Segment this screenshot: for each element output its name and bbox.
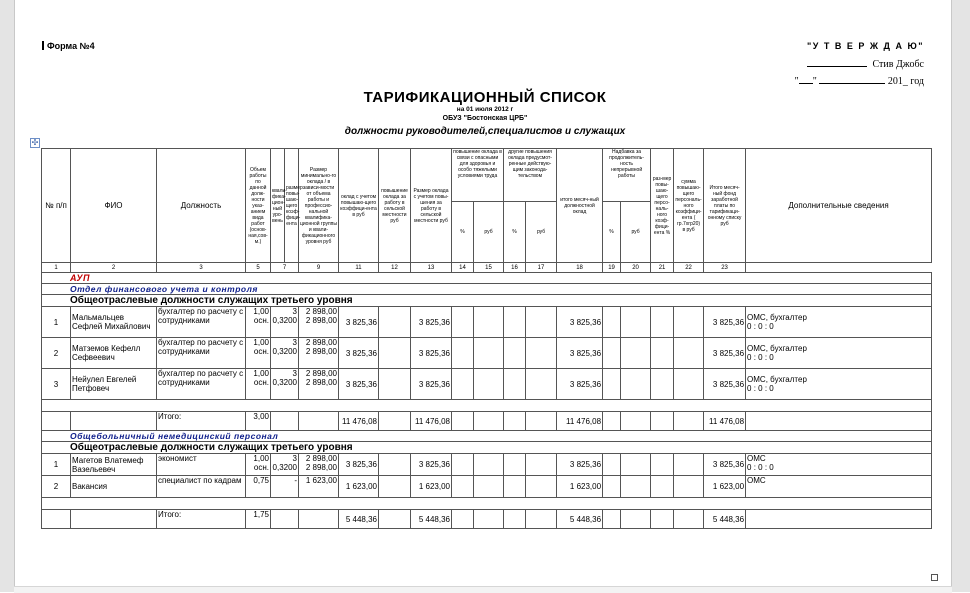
row-number: 1 [42,307,71,338]
rural-increase [379,369,411,400]
qual-level: 3 [292,369,297,378]
level-coef [271,307,299,338]
col-header-rural-increase: повышение оклада за работу в сельской местности руб [379,149,411,263]
employee-position: экономист [157,454,246,476]
table-row[interactable] [42,454,932,476]
total-row [42,510,932,529]
rural-salary: 3 825,36 [411,338,452,369]
col-num: 1 [42,263,71,273]
info-line-1: ОМС [747,476,766,485]
group-row [42,295,932,307]
min-salary [299,476,339,498]
employee-name: Мальмальцев Сефлей Михайлович [71,307,157,338]
header-row [42,149,932,202]
col-num: 3 [157,263,246,273]
work-volume [246,307,271,338]
col-header-monthly: итого месяч-ный должностной оклад [557,149,603,263]
salary-with-coef: 3 825,36 [339,454,379,476]
column-numbers-row [42,263,932,273]
department-row [42,431,932,442]
employee-name: Вакансия [71,476,157,498]
salary-fund: 3 825,36 [704,338,746,369]
col-num: 12 [379,263,411,273]
signature-blank [807,58,867,67]
table-row[interactable] [42,307,932,338]
total-volume: 3,00 [246,412,271,431]
form-number: Форма №4 [42,41,95,51]
monthly-salary: 3 825,36 [557,369,603,400]
department-row [42,284,932,295]
qual-level: 3 [292,307,297,316]
rural-increase [379,338,411,369]
col-num: 21 [651,263,674,273]
employee-position: специалист по кадрам [157,476,246,498]
col-num: 5 [246,263,271,273]
row-number: 2 [42,476,71,498]
volume-type: осн. [253,347,269,356]
group-name: Общеотраслевые должности служащих третьего уровня [42,442,932,454]
document-subtitle: должности руководителей,специалистов и служащих [344,126,626,137]
total-salary: 11 476,08 [339,412,379,431]
col-header-coef: размер повы-шаю-щего коэф-фици-ента [285,149,299,263]
row-number: 2 [42,338,71,369]
approver-line [807,58,925,70]
row-number: 3 [42,369,71,400]
total-label: Итого: [157,510,246,529]
document-title: ТАРИФИКАЦИОННЫЙ СПИСОК [363,89,607,106]
employee-name: Матземов Кефелл Сефвеевич [71,338,157,369]
salary-fund: 3 825,36 [704,369,746,400]
col-header-rural-salary: Размер оклада с учетом повы-шения за работу в сельской местности руб [411,149,452,263]
page-bottom-edge [14,586,952,593]
sub-pct: % [504,202,526,263]
col-num: 19 [603,263,621,273]
col-num: 7 [271,263,299,273]
approve-date-line [795,75,924,87]
group-row [42,442,932,454]
date-quote-close: " [812,76,817,87]
table-row[interactable] [42,338,932,369]
rural-salary: 1 623,00 [411,476,452,498]
volume-value: 1,00 [253,307,269,316]
info-line-1: ОМС, бухгалтер [747,375,807,384]
salary-with-coef: 3 825,36 [339,369,379,400]
min-salary [299,307,339,338]
qual-level: 3 [292,338,297,347]
employee-position: бухгалтер по расчету с сотрудниками [157,369,246,400]
employee-name: Нейулел Евгелей Петфовеч [71,369,157,400]
total-rural-salary: 5 448,36 [411,510,452,529]
info-line-2: 0 : 0 : 0 [747,353,774,362]
salary-with-coef: 1 623,00 [339,476,379,498]
coef-value: - [294,476,297,485]
salary-fund: 3 825,36 [704,307,746,338]
employee-position: бухгалтер по расчету с сотрудниками [157,307,246,338]
approve-heading: "У Т В Е Р Ж Д А Ю" [807,41,924,51]
salary-with-coef: 3 825,36 [339,338,379,369]
col-num: 18 [557,263,603,273]
total-row [42,412,932,431]
additional-info [746,454,932,476]
salary-with-coef: 3 825,36 [339,307,379,338]
fund-unit: руб [720,220,729,227]
table-row[interactable] [42,476,932,498]
volume-type: осн. [253,378,269,387]
info-line-1: ОМС, бухгалтер [747,313,807,322]
salary-fund: 1 623,00 [704,476,746,498]
additional-info [746,369,932,400]
sub-pct: % [603,202,621,263]
rural-salary: 3 825,36 [411,454,452,476]
level-coef [271,454,299,476]
rural-increase [379,476,411,498]
min-salary-1: 2 898,00 [305,454,337,463]
volume-value: 1,00 [253,454,269,463]
col-header-other: другие повышения оклада предусмот-ренные действую-щим законода-тельством [504,149,557,202]
blank-row [42,498,932,510]
min-salary-2: 2 898,00 [305,347,337,356]
col-num: 23 [704,263,746,273]
rural-salary: 3 825,36 [411,369,452,400]
col-header-pers-sum [674,149,704,263]
additional-info [746,338,932,369]
rural-increase [379,454,411,476]
total-fund: 11 476,08 [704,412,746,431]
department-name: Отдел финансового учета и контроля [42,284,932,295]
total-salary: 5 448,36 [339,510,379,529]
day-blank [799,75,813,84]
date-quote-open: " [794,76,799,87]
document-date: на 01 июля 2012 г [456,106,514,113]
min-salary-1: 2 898,00 [305,369,337,378]
sub-rub: руб [621,202,651,263]
col-num: 22 [674,263,704,273]
col-num: 2 [71,263,157,273]
min-salary-1: 2 898,00 [305,338,337,347]
date-year: 201_ год [887,76,924,87]
pers-sum-label: сумма повышаю-щего персональ-ного коэффици-ента [675,178,702,221]
row-number: 1 [42,454,71,476]
col-num: 9 [299,263,339,273]
rural-salary: 3 825,36 [411,307,452,338]
min-salary [299,454,339,476]
volume-type: осн. [253,463,269,472]
fund-label: Итого месяч-ный фонд заработной платы по тарификаци-онному списку [707,184,742,221]
month-blank [819,75,885,84]
level-coef [271,476,299,498]
section-aup: АУП [42,273,932,284]
info-line-2: 0 : 0 : 0 [747,384,774,393]
table-move-handle-icon[interactable]: ✣ [31,138,39,147]
min-salary-2: 2 898,00 [305,463,337,472]
col-header-fund [704,149,746,263]
volume-value: 0,75 [253,476,269,485]
total-monthly: 5 448,36 [557,510,603,529]
min-salary [299,369,339,400]
col-header-salary: оклад с учетом повышаю-щего коэффици-ента в руб [339,149,379,263]
total-fund: 5 448,36 [704,510,746,529]
col-header-level: квали-фика-цион-ный уро-вень [271,149,285,263]
volume-value: 1,00 [253,369,269,378]
info-line-2: 0 : 0 : 0 [747,463,774,472]
info-line-1: ОМС, бухгалтер [747,344,807,353]
table-row[interactable] [42,369,932,400]
col-num: 14 [452,263,474,273]
total-monthly: 11 476,08 [557,412,603,431]
col-header-num: № п/п [42,149,71,263]
group-name: Общеотраслевые должности служащих третьего уровня [42,295,932,307]
min-salary-2: 1 623,00 [305,476,337,485]
level-coef [271,369,299,400]
col-header-seniority: Надбавка за продолжитель-ность непрерывной работы [603,149,651,202]
col-num: 13 [411,263,452,273]
col-num: 11 [339,263,379,273]
volume-type: осн. [253,316,269,325]
organization-name: ОБУЗ "Бостонская ЦРБ" [442,115,528,122]
level-coef [271,338,299,369]
work-volume [246,369,271,400]
min-salary [299,338,339,369]
pers-sum-formula: ( гр.7хгр20) в руб [676,214,701,233]
col-header-info: Дополнительные сведения [746,149,932,263]
info-line-1: ОМС [747,454,766,463]
coef-value: 0,3200 [272,347,297,356]
col-header-pers-coef: раз-мер повы-шаю-щего персо-наль-ного коэф-фици-ента % [651,149,674,263]
coef-value: 0,3200 [272,316,297,325]
coef-value: 0,3200 [272,378,297,387]
total-rural-salary: 11 476,08 [411,412,452,431]
col-header-position: Должность [157,149,246,263]
min-salary-2: 2 898,00 [305,316,337,325]
sub-rub: руб [474,202,504,263]
qual-level: 3 [292,454,297,463]
approver-name: Стив Джобс [872,59,924,70]
col-num: 20 [621,263,651,273]
info-line-2: 0 : 0 : 0 [747,322,774,331]
monthly-salary: 3 825,36 [557,338,603,369]
volume-value: 1,00 [253,338,269,347]
salary-fund: 3 825,36 [704,454,746,476]
table-resize-handle-icon[interactable] [931,574,938,581]
col-num: 16 [504,263,526,273]
sub-rub: руб [526,202,557,263]
col-header-fio: ФИО [71,149,157,263]
monthly-salary: 3 825,36 [557,307,603,338]
col-num: 15 [474,263,504,273]
sub-pct: % [452,202,474,263]
col-header-hazard: повышение оклада в связи с опасными для здоровья и особо тяжелыми условиями труда [452,149,504,202]
employee-name: Магетов Влатемеф Вазельевеч [71,454,157,476]
work-volume [246,338,271,369]
work-volume [246,454,271,476]
blank-row [42,400,932,412]
additional-info [746,307,932,338]
total-label: Итого: [157,412,246,431]
col-header-min-salary: Размер минимально-го оклада / в зависи-мости от объема работы и профессио-нальной квалифика-ционной группы и квали-фикационного уровня руб [299,149,339,263]
min-salary-1: 2 898,00 [305,307,337,316]
rural-increase [379,307,411,338]
employee-position: бухгалтер по расчету с сотрудниками [157,338,246,369]
section-row [42,273,932,284]
monthly-salary: 1 623,00 [557,476,603,498]
coef-value: 0,3200 [272,463,297,472]
min-salary-2: 2 898,00 [305,378,337,387]
col-header-volume: Объем работы по данной долж-ности указ-анием вида работ (основ-ная,сов-м.) [246,149,271,263]
tariff-table [41,148,932,529]
col-num: 17 [526,263,557,273]
monthly-salary: 3 825,36 [557,454,603,476]
department-name: Общебольничный немедицинский персонал [42,431,932,442]
additional-info [746,476,932,498]
total-volume: 1,75 [246,510,271,529]
work-volume [246,476,271,498]
